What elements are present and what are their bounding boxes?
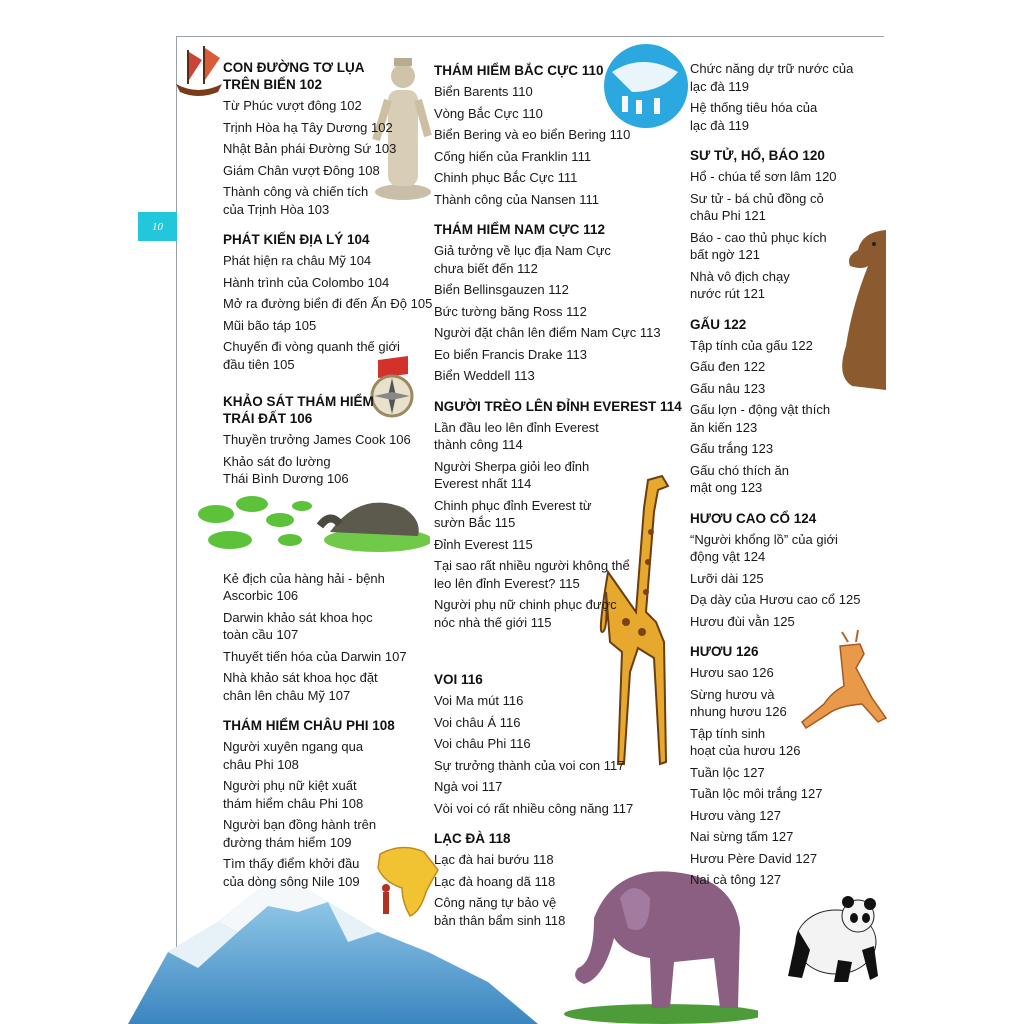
panda-icon	[778, 890, 882, 986]
toc-entry: Trịnh Hòa hạ Tây Dương 102	[223, 119, 393, 135]
section-heading: PHÁT KIẾN ĐỊA LÝ 104	[223, 232, 370, 247]
toc-section	[223, 231, 433, 373]
toc-entry: Tuần lộc môi trắng 127	[690, 786, 823, 801]
toc-entry: Thành công và chiến tích của Trịnh Hòa 103	[223, 184, 369, 217]
toc-section	[434, 398, 682, 632]
toc-entry: Nhà vô địch chạy nước rút 121	[690, 268, 790, 301]
toc-entry: Biển Barents 110	[434, 84, 533, 99]
toc-entry: Lưỡi dài 125	[690, 570, 764, 586]
toc-entry: Biển Bering và eo biển Bering 110	[434, 127, 631, 142]
toc-entry: Lạc đà hoang dã 118	[434, 873, 556, 889]
toc-entry: Giám Chân vượt Đông 108	[223, 162, 380, 178]
page-frame-left	[176, 36, 177, 966]
toc-entry: Đỉnh Everest 115	[434, 536, 533, 552]
section-heading: NGƯỜI TRÈO LÊN ĐỈNH EVEREST 114	[434, 398, 682, 414]
toc-entry: Cống hiến của Franklin 111	[434, 148, 592, 164]
toc-entry: Hươu đùi vằn 125	[690, 613, 795, 629]
section-heading: KHẢO SÁT THÁM HIỂM TRÁI ĐẤT 106	[223, 394, 374, 426]
toc-entry: Gấu trắng 123	[690, 441, 774, 456]
toc-entry: Người phụ nữ chinh phục được nóc nhà thế giới 115	[434, 597, 617, 630]
toc-column-1	[223, 59, 433, 903]
toc-entry: Hươu Père David 127	[690, 850, 818, 866]
toc-entry: Sự trưởng thành của voi con 117	[434, 757, 625, 773]
toc-entry: Báo - cao thủ phục kích bất ngờ 121	[690, 229, 827, 262]
toc-entry: Tập tính sinh hoạt của hươu 126	[690, 725, 801, 758]
toc-section	[690, 147, 865, 303]
section-heading: VOI 116	[434, 672, 483, 687]
toc-entry: Kẻ địch của hàng hải - bệnh Ascorbic 106	[223, 570, 385, 603]
toc-entry: Tại sao rất nhiều người không thể leo lên đỉnh Everest? 115	[434, 558, 630, 591]
toc-section	[434, 830, 654, 929]
toc-entry: Hệ thống tiêu hóa của lạc đà 119	[690, 100, 818, 133]
toc-entry: Mở ra đường biển đi đến Ấn Độ 105	[223, 296, 433, 311]
toc-entry: Gấu đen 122	[690, 359, 766, 374]
toc-entry: Người bạn đồng hành trên đường thám hiểm 109	[223, 817, 377, 850]
toc-entry: Darwin khảo sát khoa học toàn cầu 107	[223, 609, 373, 642]
toc-entry: Biển Weddell 113	[434, 368, 535, 383]
toc-entry: Hươu sao 126	[690, 665, 774, 680]
toc-entry: Người Sherpa giỏi leo đỉnh Everest nhất 114	[434, 458, 590, 491]
toc-entry: Người đặt chân lên điểm Nam Cực 113	[434, 325, 661, 340]
toc-entry: Gấu lợn - động vật thích ăn kiến 123	[690, 402, 831, 435]
section-heading: SƯ TỬ, HỔ, BÁO 120	[690, 148, 825, 163]
toc-entry: Tìm thấy điểm khởi đầu của dòng sông Nile 109	[223, 856, 360, 889]
toc-section	[223, 393, 413, 704]
section-heading: HƯƠU CAO CỔ 124	[690, 510, 817, 526]
toc-entry: Mũi bão táp 105	[223, 317, 317, 333]
section-heading: GẤU 122	[690, 316, 747, 332]
toc-entry: Gấu nâu 123	[690, 380, 766, 396]
toc-entry: Sừng hươu và nhung hươu 126	[690, 686, 787, 719]
toc-entry: Nhật Bản phái Đường Sứ 103	[223, 141, 397, 156]
toc-entry: Biển Bellinsgauzen 112	[434, 282, 569, 297]
page-number-tab: 10	[138, 212, 177, 241]
toc-entry: Nai sừng tấm 127	[690, 829, 794, 844]
toc-entry: “Người khổng lồ” của giới động vật 124	[690, 531, 838, 564]
toc-section	[690, 316, 865, 497]
toc-entry: Ngà voi 117	[434, 779, 503, 794]
toc-entry: Dạ dày của Hươu cao cổ 125	[690, 592, 861, 607]
toc-entry: Chinh phục Bắc Cực 111	[434, 170, 578, 185]
page-frame-top	[176, 36, 884, 37]
toc-column-3	[690, 60, 865, 902]
toc-section	[223, 717, 413, 890]
toc-entry: Người phụ nữ kiệt xuất thám hiểm châu Phi 108	[223, 778, 364, 811]
toc-entry: Hươu vàng 127	[690, 807, 781, 823]
toc-entry: Gấu chó thích ăn mật ong 123	[690, 462, 790, 495]
toc-entry: Hổ - chúa tể sơn lâm 120	[690, 169, 837, 184]
section-heading: THÁM HIỂM BẮC CỰC 110	[434, 63, 604, 78]
toc-entry: Thuyết tiến hóa của Darwin 107	[223, 648, 407, 664]
toc-entry: Từ Phúc vượt đông 102	[223, 98, 362, 113]
toc-section	[690, 510, 865, 631]
toc-entry: Vòng Bắc Cực 110	[434, 105, 543, 121]
toc-entry: Chinh phục đỉnh Everest từ sườn Bắc 115	[434, 497, 592, 530]
toc-entry: Thành công của Nansen 111	[434, 191, 600, 207]
section-heading: LẠC ĐÀ 118	[434, 831, 511, 846]
toc-section	[434, 221, 661, 385]
toc-entry: Khảo sát đo lường Thái Bình Dương 106	[223, 453, 349, 486]
toc-entry: Voi châu Phi 116	[434, 736, 531, 751]
toc-section	[690, 60, 865, 134]
toc-entry: Nai cà tông 127	[690, 872, 782, 887]
toc-entry: Người xuyên ngang qua châu Phi 108	[223, 739, 364, 772]
junk-ship-icon	[170, 40, 226, 100]
section-heading: CON ĐƯỜNG TƠ LỤA TRÊN BIỂN 102	[223, 60, 365, 92]
toc-entry: Tuần lộc 127	[690, 764, 765, 780]
toc-entry: Lạc đà hai bướu 118	[434, 852, 554, 867]
toc-entry: Eo biển Francis Drake 113	[434, 346, 587, 362]
toc-entry: Tập tính của gấu 122	[690, 337, 813, 353]
toc-section	[434, 62, 654, 208]
toc-entry: Công năng tự bảo vệ bản thân bẩm sinh 118	[434, 895, 566, 928]
toc-entry: Chuyến đi vòng quanh thế giới đầu tiên 105	[223, 339, 400, 372]
toc-section	[690, 643, 865, 889]
toc-entry: Voi châu Á 116	[434, 714, 521, 730]
section-heading: THÁM HIỂM CHÂU PHI 108	[223, 718, 395, 733]
toc-entry: Sư tử - bá chủ đồng cỏ châu Phi 121	[690, 190, 824, 223]
toc-entry: Giả tưởng về lục địa Nam Cực chưa biết đến 112	[434, 243, 611, 276]
toc-column-2	[434, 62, 682, 942]
toc-section	[223, 59, 413, 218]
toc-entry: Bức tường băng Ross 112	[434, 303, 587, 319]
toc-section	[434, 671, 654, 817]
section-heading: HƯƠU 126	[690, 644, 759, 659]
toc-entry: Lần đầu leo lên đỉnh Everest thành công 114	[434, 419, 599, 452]
section-heading: THÁM HIỂM NAM CỰC 112	[434, 222, 605, 237]
toc-entry: Chức năng dự trữ nước của lạc đà 119	[690, 61, 854, 94]
toc-entry: Phát hiện ra châu Mỹ 104	[223, 253, 372, 268]
toc-entry: Thuyền trưởng James Cook 106	[223, 432, 411, 447]
toc-entry: Vòi voi có rất nhiều công năng 117	[434, 800, 634, 816]
toc-entry: Nhà khảo sát khoa học đặt chân lên châu Mỹ 107	[223, 670, 378, 703]
toc-entry: Hành trình của Colombo 104	[223, 274, 390, 290]
toc-entry: Voi Ma mút 116	[434, 693, 524, 708]
